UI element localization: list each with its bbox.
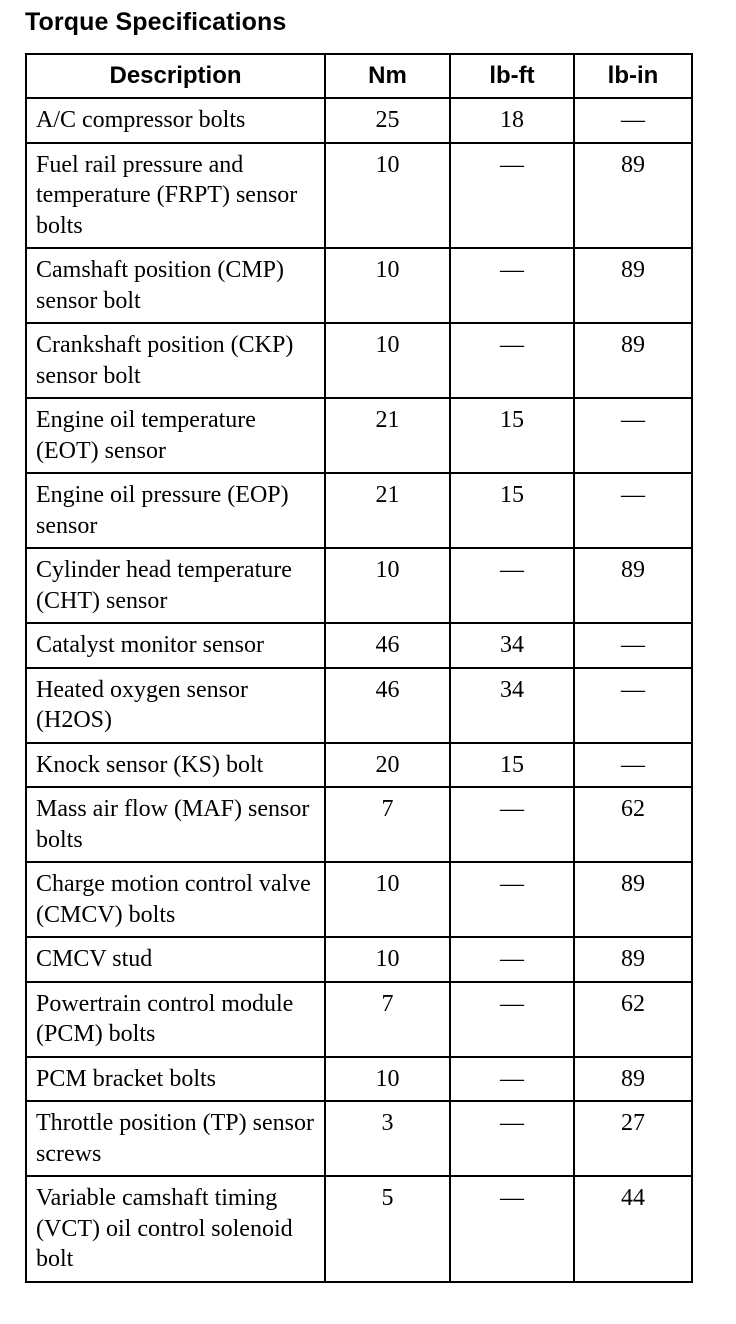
table-row bbox=[26, 937, 692, 982]
cell-nm: 7 bbox=[325, 787, 450, 862]
cell-lbft: — bbox=[450, 548, 574, 623]
table-row bbox=[26, 668, 692, 743]
cell-description: CMCV stud bbox=[26, 937, 325, 982]
table-row bbox=[26, 862, 692, 937]
column-header-description: Description bbox=[26, 54, 325, 98]
cell-lbin: — bbox=[574, 743, 692, 788]
table-row bbox=[26, 98, 692, 143]
cell-lbft: 15 bbox=[450, 473, 574, 548]
cell-lbin: 89 bbox=[574, 937, 692, 982]
cell-lbin: — bbox=[574, 98, 692, 143]
column-header-nm: Nm bbox=[325, 54, 450, 98]
cell-description: Charge motion control valve (CMCV) bolts bbox=[26, 862, 325, 937]
cell-nm: 46 bbox=[325, 623, 450, 668]
cell-nm: 5 bbox=[325, 1176, 450, 1282]
table-row bbox=[26, 143, 692, 249]
cell-lbin: — bbox=[574, 668, 692, 743]
cell-description: Crankshaft position (CKP) sensor bolt bbox=[26, 323, 325, 398]
cell-lbin: 89 bbox=[574, 1057, 692, 1102]
cell-lbin: 89 bbox=[574, 862, 692, 937]
cell-description: Engine oil pressure (EOP) sensor bbox=[26, 473, 325, 548]
cell-nm: 25 bbox=[325, 98, 450, 143]
cell-lbft: — bbox=[450, 982, 574, 1057]
page-title: Torque Specifications bbox=[25, 8, 287, 36]
cell-lbin: 44 bbox=[574, 1176, 692, 1282]
table-row bbox=[26, 473, 692, 548]
column-header-lbft: lb-ft bbox=[450, 54, 574, 98]
cell-description: Variable camshaft timing (VCT) oil control solenoid bolt bbox=[26, 1176, 325, 1282]
cell-nm: 10 bbox=[325, 937, 450, 982]
cell-lbft: 34 bbox=[450, 623, 574, 668]
table-header-row bbox=[26, 54, 692, 98]
cell-description: Cylinder head temperature (CHT) sensor bbox=[26, 548, 325, 623]
torque-table bbox=[25, 53, 693, 1283]
cell-nm: 10 bbox=[325, 548, 450, 623]
table-row bbox=[26, 548, 692, 623]
cell-lbin: — bbox=[574, 623, 692, 668]
cell-lbin: — bbox=[574, 398, 692, 473]
cell-lbin: — bbox=[574, 473, 692, 548]
cell-nm: 10 bbox=[325, 248, 450, 323]
cell-lbft: 18 bbox=[450, 98, 574, 143]
table-row bbox=[26, 323, 692, 398]
cell-lbin: 27 bbox=[574, 1101, 692, 1176]
table-row bbox=[26, 248, 692, 323]
cell-description: Heated oxygen sensor (H2OS) bbox=[26, 668, 325, 743]
cell-lbft: — bbox=[450, 1176, 574, 1282]
cell-description: A/C compressor bolts bbox=[26, 98, 325, 143]
cell-lbft: — bbox=[450, 937, 574, 982]
cell-nm: 46 bbox=[325, 668, 450, 743]
cell-description: Throttle position (TP) sensor screws bbox=[26, 1101, 325, 1176]
column-header-lbin: lb-in bbox=[574, 54, 692, 98]
cell-description: Knock sensor (KS) bolt bbox=[26, 743, 325, 788]
table-row bbox=[26, 623, 692, 668]
table-row bbox=[26, 1101, 692, 1176]
cell-nm: 10 bbox=[325, 143, 450, 249]
cell-lbin: 89 bbox=[574, 143, 692, 249]
table-row bbox=[26, 1176, 692, 1282]
cell-nm: 3 bbox=[325, 1101, 450, 1176]
cell-nm: 10 bbox=[325, 862, 450, 937]
cell-lbft: — bbox=[450, 323, 574, 398]
table-row bbox=[26, 787, 692, 862]
cell-description: Camshaft position (CMP) sensor bolt bbox=[26, 248, 325, 323]
table-row bbox=[26, 743, 692, 788]
cell-nm: 7 bbox=[325, 982, 450, 1057]
table-row bbox=[26, 398, 692, 473]
cell-nm: 10 bbox=[325, 1057, 450, 1102]
table-row bbox=[26, 982, 692, 1057]
cell-lbin: 62 bbox=[574, 787, 692, 862]
cell-lbft: 15 bbox=[450, 743, 574, 788]
cell-nm: 20 bbox=[325, 743, 450, 788]
cell-lbft: — bbox=[450, 1057, 574, 1102]
cell-lbin: 89 bbox=[574, 323, 692, 398]
cell-nm: 21 bbox=[325, 473, 450, 548]
cell-nm: 10 bbox=[325, 323, 450, 398]
table-row bbox=[26, 1057, 692, 1102]
cell-description: Catalyst monitor sensor bbox=[26, 623, 325, 668]
cell-lbin: 89 bbox=[574, 248, 692, 323]
cell-lbft: — bbox=[450, 787, 574, 862]
cell-nm: 21 bbox=[325, 398, 450, 473]
cell-description: Engine oil temperature (EOT) sensor bbox=[26, 398, 325, 473]
cell-lbft: — bbox=[450, 143, 574, 249]
cell-lbft: — bbox=[450, 862, 574, 937]
cell-lbft: 15 bbox=[450, 398, 574, 473]
cell-lbft: — bbox=[450, 1101, 574, 1176]
cell-lbft: 34 bbox=[450, 668, 574, 743]
cell-description: Fuel rail pressure and temperature (FRPT) sensor bolts bbox=[26, 143, 325, 249]
cell-lbft: — bbox=[450, 248, 574, 323]
cell-description: PCM bracket bolts bbox=[26, 1057, 325, 1102]
cell-lbin: 62 bbox=[574, 982, 692, 1057]
cell-description: Powertrain control module (PCM) bolts bbox=[26, 982, 325, 1057]
cell-description: Mass air flow (MAF) sensor bolts bbox=[26, 787, 325, 862]
cell-lbin: 89 bbox=[574, 548, 692, 623]
